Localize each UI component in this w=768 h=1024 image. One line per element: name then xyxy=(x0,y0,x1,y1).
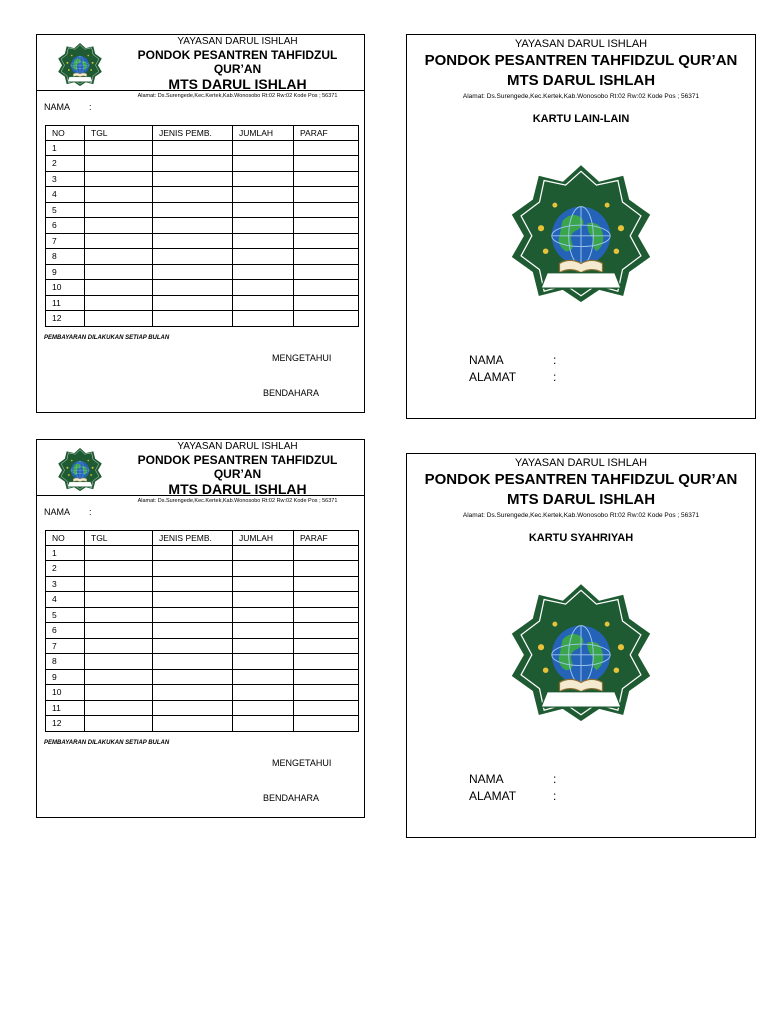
school-logo-icon xyxy=(504,159,658,305)
cell-no: 7 xyxy=(46,233,85,249)
school-name: MTS DARUL ISHLAH xyxy=(168,76,307,92)
cell-jumlah xyxy=(233,576,294,592)
cell-tgl xyxy=(85,295,153,311)
table-row xyxy=(46,685,359,701)
cell-no: 12 xyxy=(46,311,85,327)
col-header-tgl: TGL xyxy=(85,531,153,546)
cell-tgl xyxy=(85,280,153,296)
cell-paraf xyxy=(294,638,359,654)
table-row xyxy=(46,561,359,577)
payment-note: PEMBAYARAN DILAKUKAN SETIAP BULAN xyxy=(44,740,170,746)
cell-no: 2 xyxy=(46,561,85,577)
table-row xyxy=(46,716,359,732)
cover-card-lain-lain xyxy=(406,34,756,419)
payment-note: PEMBAYARAN DILAKUKAN SETIAP BULAN xyxy=(44,335,170,341)
cell-jenis xyxy=(153,218,233,234)
cell-jumlah xyxy=(233,233,294,249)
table-row xyxy=(46,311,359,327)
cell-paraf xyxy=(294,607,359,623)
col-header-jumlah: JUMLAH xyxy=(233,531,294,546)
cell-paraf xyxy=(294,171,359,187)
school-address: Alamat: Ds.Surengede,Kec.Kertek,Kab.Wonosobo Rt:02 Rw:02 Kode Pos ; 56371 xyxy=(462,93,700,100)
table-row xyxy=(46,156,359,172)
col-header-jenis: JENIS PEMB. xyxy=(153,126,233,141)
table-row xyxy=(46,280,359,296)
alamat-label: ALAMAT xyxy=(469,789,517,803)
cell-jenis xyxy=(153,187,233,203)
school-address: Alamat: Ds.Surengede,Kec.Kertek,Kab.Wonosobo Rt:02 Rw:02 Kode Pos ; 56371 xyxy=(137,93,338,99)
cell-paraf xyxy=(294,280,359,296)
cell-no: 5 xyxy=(46,607,85,623)
col-header-tgl: TGL xyxy=(85,126,153,141)
cell-no: 9 xyxy=(46,264,85,280)
cell-tgl xyxy=(85,607,153,623)
cell-jumlah xyxy=(233,264,294,280)
cell-jumlah xyxy=(233,249,294,265)
cell-no: 12 xyxy=(46,716,85,732)
table-row xyxy=(46,638,359,654)
cell-paraf xyxy=(294,311,359,327)
school-logo-icon xyxy=(55,41,105,87)
cell-paraf xyxy=(294,576,359,592)
cell-paraf xyxy=(294,233,359,249)
pondok-name: PONDOK PESANTREN TAHFIDZUL QUR’AN xyxy=(137,453,338,481)
school-address: Alamat: Ds.Surengede,Kec.Kertek,Kab.Wonosobo Rt:02 Rw:02 Kode Pos ; 56371 xyxy=(462,512,700,519)
school-name: MTS DARUL ISHLAH xyxy=(506,72,656,89)
mengetahui-label: MENGETAHUI xyxy=(272,353,332,363)
cell-jumlah xyxy=(233,218,294,234)
cell-jenis xyxy=(153,623,233,639)
cell-jenis xyxy=(153,233,233,249)
cell-no: 11 xyxy=(46,700,85,716)
alamat-label: ALAMAT xyxy=(469,370,517,384)
payment-rows xyxy=(46,545,359,731)
cell-jumlah xyxy=(233,607,294,623)
cell-jenis xyxy=(153,669,233,685)
table-row xyxy=(46,607,359,623)
cell-no: 11 xyxy=(46,295,85,311)
cell-jumlah xyxy=(233,280,294,296)
cell-jenis xyxy=(153,607,233,623)
cell-no: 1 xyxy=(46,545,85,561)
cell-jenis xyxy=(153,700,233,716)
cell-tgl xyxy=(85,576,153,592)
col-header-no: NO xyxy=(46,531,85,546)
cell-jumlah xyxy=(233,545,294,561)
cell-jenis xyxy=(153,264,233,280)
alamat-separator: : xyxy=(553,370,557,384)
cell-tgl xyxy=(85,218,153,234)
cell-no: 3 xyxy=(46,171,85,187)
school-name: MTS DARUL ISHLAH xyxy=(168,481,307,497)
cell-jumlah xyxy=(233,592,294,608)
table-row xyxy=(46,592,359,608)
cell-tgl xyxy=(85,187,153,203)
table-row xyxy=(46,545,359,561)
cell-paraf xyxy=(294,218,359,234)
cell-tgl xyxy=(85,233,153,249)
cell-tgl xyxy=(85,592,153,608)
nama-separator: : xyxy=(553,353,557,367)
table-row xyxy=(46,187,359,203)
alamat-separator: : xyxy=(553,789,557,803)
cell-jenis xyxy=(153,638,233,654)
cell-paraf xyxy=(294,249,359,265)
cell-no: 2 xyxy=(46,156,85,172)
cell-tgl xyxy=(85,638,153,654)
cell-tgl xyxy=(85,561,153,577)
bendahara-label: BENDAHARA xyxy=(263,793,320,803)
cell-jumlah xyxy=(233,623,294,639)
cell-no: 3 xyxy=(46,576,85,592)
cell-paraf xyxy=(294,561,359,577)
cell-jenis xyxy=(153,561,233,577)
cell-jumlah xyxy=(233,638,294,654)
table-row xyxy=(46,171,359,187)
table-row xyxy=(46,295,359,311)
col-header-paraf: PARAF xyxy=(294,531,359,546)
cell-paraf xyxy=(294,264,359,280)
cell-jumlah xyxy=(233,716,294,732)
cell-jumlah xyxy=(233,202,294,218)
cell-jumlah xyxy=(233,171,294,187)
cell-jenis xyxy=(153,171,233,187)
cell-no: 4 xyxy=(46,187,85,203)
cell-paraf xyxy=(294,545,359,561)
cell-paraf xyxy=(294,156,359,172)
school-logo-icon xyxy=(504,578,658,724)
table-row xyxy=(46,623,359,639)
cell-jenis xyxy=(153,311,233,327)
table-row xyxy=(46,700,359,716)
payment-card xyxy=(36,34,365,413)
cell-no: 6 xyxy=(46,623,85,639)
cover-card-syahriyah xyxy=(406,453,756,838)
cell-jenis xyxy=(153,576,233,592)
payment-table xyxy=(45,530,359,732)
cell-no: 5 xyxy=(46,202,85,218)
cell-jumlah xyxy=(233,187,294,203)
nama-label: NAMA xyxy=(44,507,71,517)
foundation-name: YAYASAN DARUL ISHLAH xyxy=(514,457,648,469)
card-title: KARTU LAIN-LAIN xyxy=(532,113,630,125)
payment-card xyxy=(36,439,365,818)
cell-tgl xyxy=(85,156,153,172)
card-title: KARTU SYAHRIYAH xyxy=(528,532,634,544)
cell-no: 1 xyxy=(46,140,85,156)
table-row xyxy=(46,264,359,280)
nama-label: NAMA xyxy=(44,102,71,112)
col-header-no: NO xyxy=(46,126,85,141)
cell-tgl xyxy=(85,700,153,716)
cell-jenis xyxy=(153,545,233,561)
table-row xyxy=(46,669,359,685)
col-header-jenis: JENIS PEMB. xyxy=(153,531,233,546)
cell-jenis xyxy=(153,592,233,608)
cell-jumlah xyxy=(233,295,294,311)
cell-jumlah xyxy=(233,685,294,701)
cell-jenis xyxy=(153,140,233,156)
school-logo-icon xyxy=(55,446,105,492)
foundation-name: YAYASAN DARUL ISHLAH xyxy=(514,38,648,50)
cell-no: 4 xyxy=(46,592,85,608)
payment-rows xyxy=(46,140,359,326)
mengetahui-label: MENGETAHUI xyxy=(272,758,332,768)
table-row xyxy=(46,202,359,218)
cell-tgl xyxy=(85,654,153,670)
table-header-row xyxy=(46,126,359,141)
card-header xyxy=(37,35,364,99)
table-row xyxy=(46,218,359,234)
nama-separator: : xyxy=(89,507,92,517)
nama-separator: : xyxy=(553,772,557,786)
cell-no: 6 xyxy=(46,218,85,234)
bendahara-label: BENDAHARA xyxy=(263,388,320,398)
nama-label: NAMA xyxy=(469,353,504,367)
cell-paraf xyxy=(294,669,359,685)
cell-tgl xyxy=(85,171,153,187)
school-name: MTS DARUL ISHLAH xyxy=(506,491,656,508)
cell-jumlah xyxy=(233,700,294,716)
card-header xyxy=(37,440,364,504)
cell-no: 8 xyxy=(46,249,85,265)
cell-paraf xyxy=(294,700,359,716)
cell-tgl xyxy=(85,202,153,218)
cell-jenis xyxy=(153,654,233,670)
pondok-name: PONDOK PESANTREN TAHFIDZUL QUR’AN xyxy=(424,471,738,488)
table-row xyxy=(46,249,359,265)
school-address: Alamat: Ds.Surengede,Kec.Kertek,Kab.Wonosobo Rt:02 Rw:02 Kode Pos ; 56371 xyxy=(137,498,338,504)
cell-tgl xyxy=(85,685,153,701)
cell-jenis xyxy=(153,156,233,172)
cell-paraf xyxy=(294,187,359,203)
cell-paraf xyxy=(294,623,359,639)
foundation-name: YAYASAN DARUL ISHLAH xyxy=(177,36,298,47)
cell-jenis xyxy=(153,202,233,218)
pondok-name: PONDOK PESANTREN TAHFIDZUL QUR’AN xyxy=(424,52,738,69)
cell-no: 9 xyxy=(46,669,85,685)
cell-paraf xyxy=(294,140,359,156)
cell-tgl xyxy=(85,264,153,280)
cell-no: 10 xyxy=(46,685,85,701)
table-row xyxy=(46,140,359,156)
nama-field xyxy=(44,102,92,112)
cell-tgl xyxy=(85,545,153,561)
cell-tgl xyxy=(85,623,153,639)
foundation-name: YAYASAN DARUL ISHLAH xyxy=(177,441,298,452)
cell-paraf xyxy=(294,592,359,608)
cell-jumlah xyxy=(233,156,294,172)
table-row xyxy=(46,233,359,249)
cell-tgl xyxy=(85,140,153,156)
nama-separator: : xyxy=(89,102,92,112)
cell-tgl xyxy=(85,716,153,732)
nama-field xyxy=(44,507,92,517)
cell-jumlah xyxy=(233,561,294,577)
pondok-name: PONDOK PESANTREN TAHFIDZUL QUR’AN xyxy=(137,48,338,76)
cell-paraf xyxy=(294,654,359,670)
cell-jenis xyxy=(153,249,233,265)
table-row xyxy=(46,654,359,670)
cell-jumlah xyxy=(233,140,294,156)
cell-no: 10 xyxy=(46,280,85,296)
table-header-row xyxy=(46,531,359,546)
cell-paraf xyxy=(294,295,359,311)
nama-label: NAMA xyxy=(469,772,504,786)
cell-paraf xyxy=(294,716,359,732)
cell-tgl xyxy=(85,669,153,685)
cell-no: 8 xyxy=(46,654,85,670)
cell-paraf xyxy=(294,685,359,701)
payment-table xyxy=(45,125,359,327)
cell-jumlah xyxy=(233,654,294,670)
table-row xyxy=(46,576,359,592)
cell-tgl xyxy=(85,249,153,265)
cell-jumlah xyxy=(233,669,294,685)
cell-jumlah xyxy=(233,311,294,327)
col-header-jumlah: JUMLAH xyxy=(233,126,294,141)
cell-jenis xyxy=(153,295,233,311)
cell-jenis xyxy=(153,280,233,296)
cell-tgl xyxy=(85,311,153,327)
cell-jenis xyxy=(153,716,233,732)
cell-no: 7 xyxy=(46,638,85,654)
cell-jenis xyxy=(153,685,233,701)
cell-paraf xyxy=(294,202,359,218)
col-header-paraf: PARAF xyxy=(294,126,359,141)
